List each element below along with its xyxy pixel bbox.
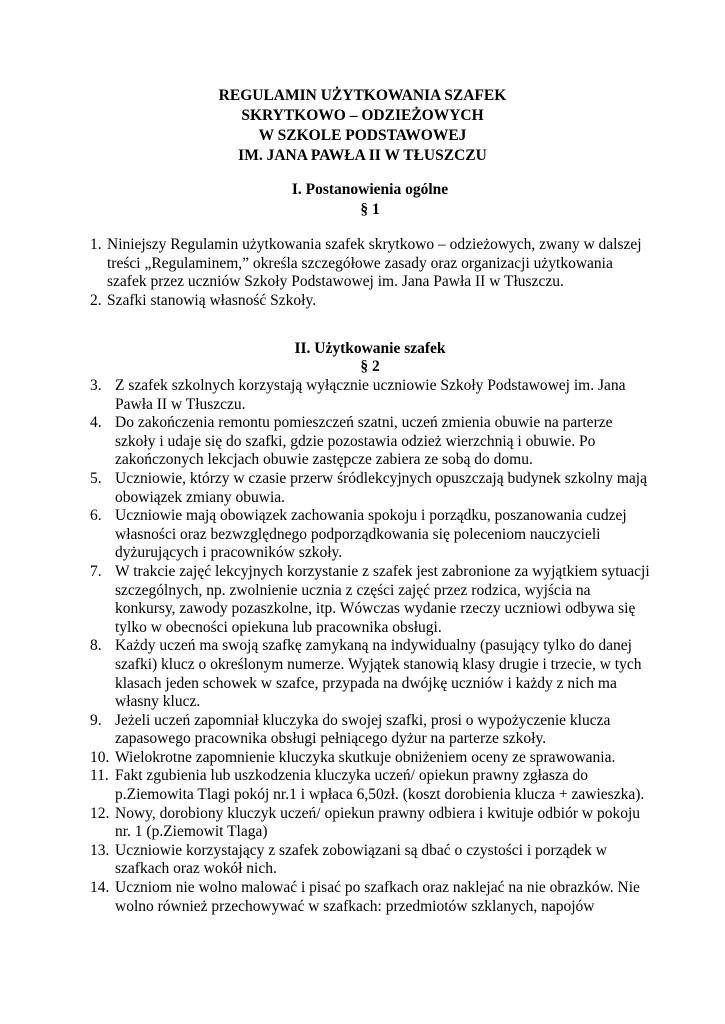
list-item [90, 749, 650, 768]
section-1-list [90, 236, 650, 310]
section-2-paragraph-mark: § 2 [360, 358, 380, 375]
list-item [90, 507, 650, 563]
list-item [90, 879, 650, 916]
item-text: Każdy uczeń ma swoją szafkę zamykaną na indywidualny (pasujący tylko do danej szafki) klucz o określonym numerze. Wyjątek stanowią klasy drugie i trzecie, w tych klasach jeden schowek w szafce, przypada na dwójkę uczniów i każdy z nich ma własny klucz. [115, 637, 642, 711]
item-text: Jeżeli uczeń zapomniał kluczyka do swojej szafki, prosi o wypożyczenie klucza zapasowego pracownika obsługi pełniącego dyżur na parterze szkoły. [115, 711, 611, 748]
section-1-heading: I. Postanowienia ogólne [291, 181, 449, 198]
list-item [90, 414, 650, 470]
list-item [90, 236, 650, 292]
title-line-1: REGULAMIN UŻYTKOWANIA SZAFEK [218, 87, 507, 104]
item-number: 3. [90, 377, 102, 394]
item-number: 5. [90, 469, 102, 487]
item-text: Niniejszy Regulamin użytkowania szafek skrytkowo – odzieżowych, zwany w dalszej treści „Regulaminem,” określa szczegółowe zasady oraz organizacji użytkowania szafek przez uczniów Szkoły Podstawowej im. Jana Pawła II w Tłuszczu. [107, 236, 642, 291]
item-text: Uczniowie mają obowiązek zachowania spokoju i porządku, poszanowania cudzej własności oraz bezwzględnego podporządkowania się poleceniom nauczycieli dyżurujących i pracowników szkoły. [115, 507, 627, 562]
item-text: Wielokrotne zapomnienie kluczyka skutkuje obniżeniem oceny ze sprawowania. [115, 748, 616, 766]
item-text: W trakcie zajęć lekcyjnych korzystanie z szafek jest zabronione za wyjątkiem sytuacji szczególnych, np. zwolnienie ucznia z części zajęć przez rodzica, wyjścia na konkursy, zawody pozaszkolne, itp. Wówczas wydanie rzeczy uczniowi odbywa się tylko w obecności opiekuna lub pracownika obsługi. [115, 562, 650, 636]
section-2-list [90, 377, 650, 916]
item-number: 12. [90, 804, 110, 822]
list-item [90, 470, 650, 507]
item-text: Do zakończenia remontu pomieszczeń szatni, uczeń zmienia obuwie na parterze szkoły i udaje się do szafki, gdzie pozostawia odzież wierzchnią i obuwie. Po zakończonych lekcjach obuwie zastępcze zabiera ze sobą do domu. [115, 414, 613, 469]
item-text: Nowy, dorobiony kluczyk uczeń/ opiekun prawny odbiera i kwituje odbiór w pokoju nr. 1 (p.Ziemowit Tlaga) [115, 804, 641, 841]
item-number: 4. [90, 414, 102, 432]
item-number: 8. [90, 637, 102, 655]
item-number: 6. [90, 507, 102, 525]
item-text: Uczniowie, którzy w czasie przerw śródlekcyjnych opuszczają budynek szkolny mają obowiązek zmiany obuwia. [115, 469, 647, 506]
list-item [90, 805, 650, 842]
list-item [90, 767, 650, 804]
item-number: 7. [90, 562, 102, 580]
section-1-paragraph-mark: § 1 [360, 201, 380, 218]
item-text: Uczniom nie wolno malować i pisać po szafkach oraz naklejać na nie obrazków. Nie wolno również przechowywać w szafkach: przedmiotów szklanych, napojów [115, 879, 640, 915]
list-item [90, 292, 650, 311]
item-number: 9. [90, 711, 102, 729]
title-line-3: W SZKOLE PODSTAWOWEJ [258, 127, 467, 144]
item-number: 1. [90, 236, 102, 253]
title-line-4: IM. JANA PAWŁA II W TŁUSZCZU [238, 147, 487, 164]
item-number: 10. [90, 748, 110, 766]
list-item [90, 377, 650, 414]
list-item [90, 637, 650, 711]
item-text: Uczniowie korzystający z szafek zobowiązani są dbać o czystości i porządek w szafkach oraz wokół nich. [115, 841, 607, 878]
list-item [90, 563, 650, 637]
section-2-heading: II. Użytkowanie szafek [294, 340, 446, 357]
item-text: Fakt zgubienia lub uszkodzenia kluczyka uczeń/ opiekun prawny zgłasza do p.Ziemowita Tlagi pokój nr.1 i wpłaca 6,50zł. (koszt dorobienia klucza + zawieszka). [115, 767, 645, 804]
document-title [0, 86, 725, 166]
item-number: 13. [90, 841, 110, 859]
item-number: 2. [90, 291, 102, 309]
item-number: 14. [90, 879, 110, 897]
title-line-2: SKRYTKOWO – ODZIEŻOWYCH [241, 107, 484, 124]
item-number: 11. [90, 767, 109, 785]
list-item [90, 842, 650, 879]
list-item [90, 712, 650, 749]
item-text: Z szafek szkolnych korzystają wyłącznie uczniowie Szkoły Podstawowej im. Jana Pawła II w Tłuszczu. [115, 377, 626, 413]
item-text: Szafki stanowią własność Szkoły. [107, 291, 317, 309]
